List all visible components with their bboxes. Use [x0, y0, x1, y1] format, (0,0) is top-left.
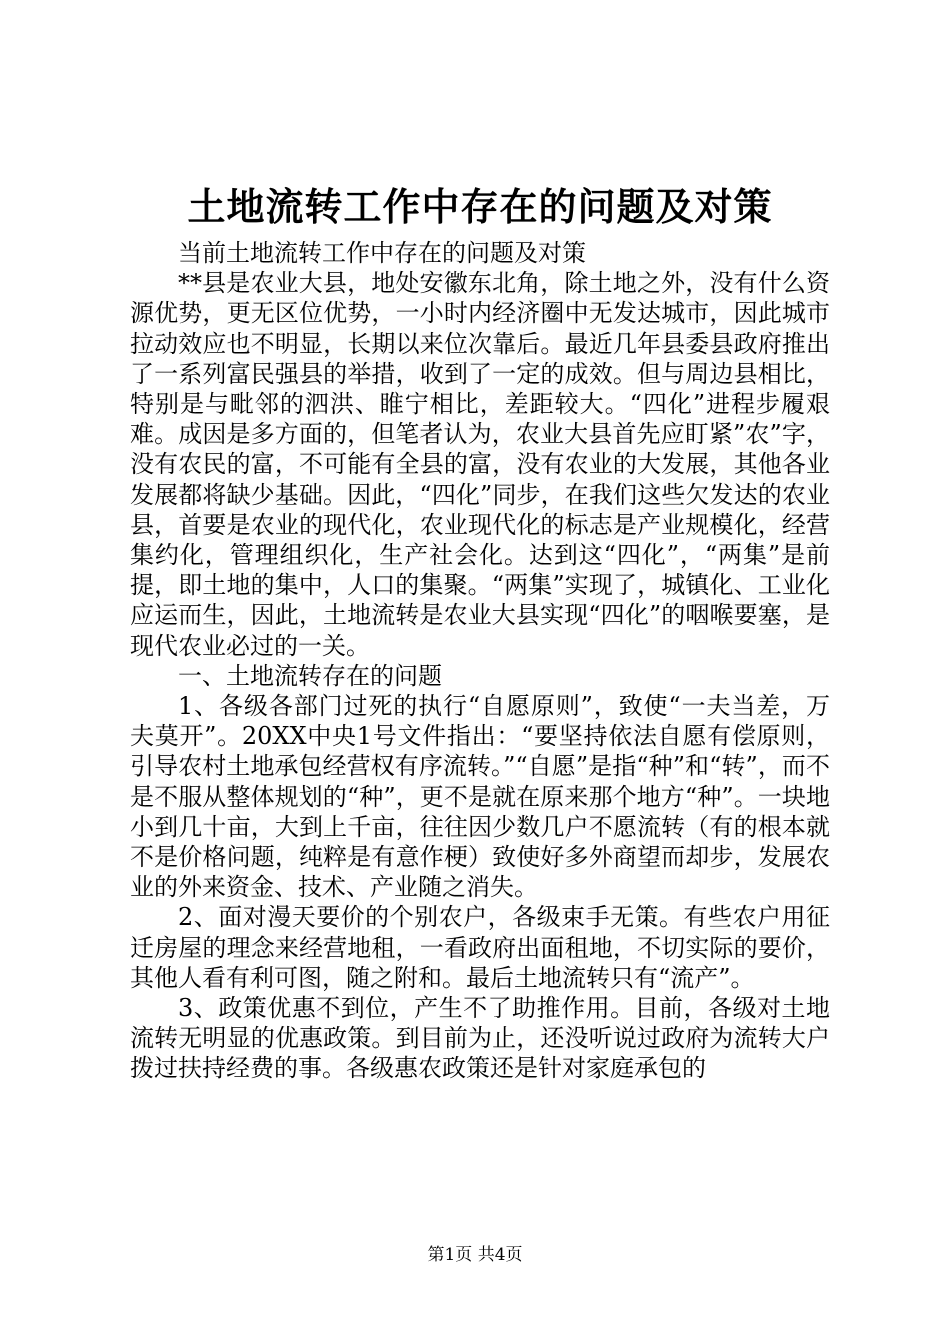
paragraph: 1、各级各部门过死的执行“自愿原则”，致使“一夫当差，万夫莫开”。20XX中央1号文件指出：“要坚持依法自愿有偿原则，引导农村土地承包经营权有序流转。”“自愿”是指“种”和“转”，而不是不服从整体规划的“种”，更不是就在原来那个地方“种”。一块地小到几十亩，大到上千亩，往往因少数几户不愿流转（有的根本就不是价格问题，纯粹是有意作梗）致使好多外商望而却步，发展农业的外来资金、技术、产业随之消失。 — [130, 692, 830, 902]
paragraph: 2、面对漫天要价的个别农户，各级束手无策。有些农户用征迁房屋的理念来经营地租，一看政府出面租地，不切实际的要价，其他人看有利可图，随之附和。最后土地流转只有“流产”。 — [130, 903, 830, 992]
section-heading: 一、土地流转存在的问题 — [178, 661, 442, 690]
paragraph: 当前土地流转工作中存在的问题及对策 — [178, 239, 586, 267]
paragraph: **县是农业大县，地处安徽东北角，除土地之外，没有什么资源优势，更无区位优势，一小时内经济圈中无发达城市，因此城市拉动效应也不明显，长期以来位次靠后。最近几年县委县政府推出了一系列富民强县的举措，收到了一定的成效。但与周边县相比，特别是与毗邻的泗洪、睢宁相比，差距较大。“四化”进程步履艰难。成因是多方面的，但笔者认为，农业大县首先应盯紧”农”字，没有农民的富，不可能有全县的富，没有农业的大发展，其他各业发展都将缺少基础。因此，“四化”同步，在我们这些欠发达的农业县，首要是农业的现代化，农业现代化的标志是产业规模化，经营集约化，管理组织化，生产社会化。达到这“四化”，“两集”是前提，即土地的集中，人口的集聚。“两集”实现了，城镇化、工业化应运而生，因此，土地流转是农业大县实现“四化”的咽喉要塞，是现代农业必过的一关。 — [130, 269, 830, 660]
page-indicator: 第1页 共4页 — [427, 1245, 523, 1265]
document-body — [130, 238, 830, 1084]
paragraph: 3、政策优惠不到位，产生不了助推作用。目前，各级对土地流转无明显的优惠政策。到目前为止，还没听说过政府为流转大户拨过扶持经费的事。各级惠农政策还是针对家庭承包的 — [130, 994, 830, 1083]
document-title: 土地流转工作中存在的问题及对策 — [187, 184, 773, 229]
